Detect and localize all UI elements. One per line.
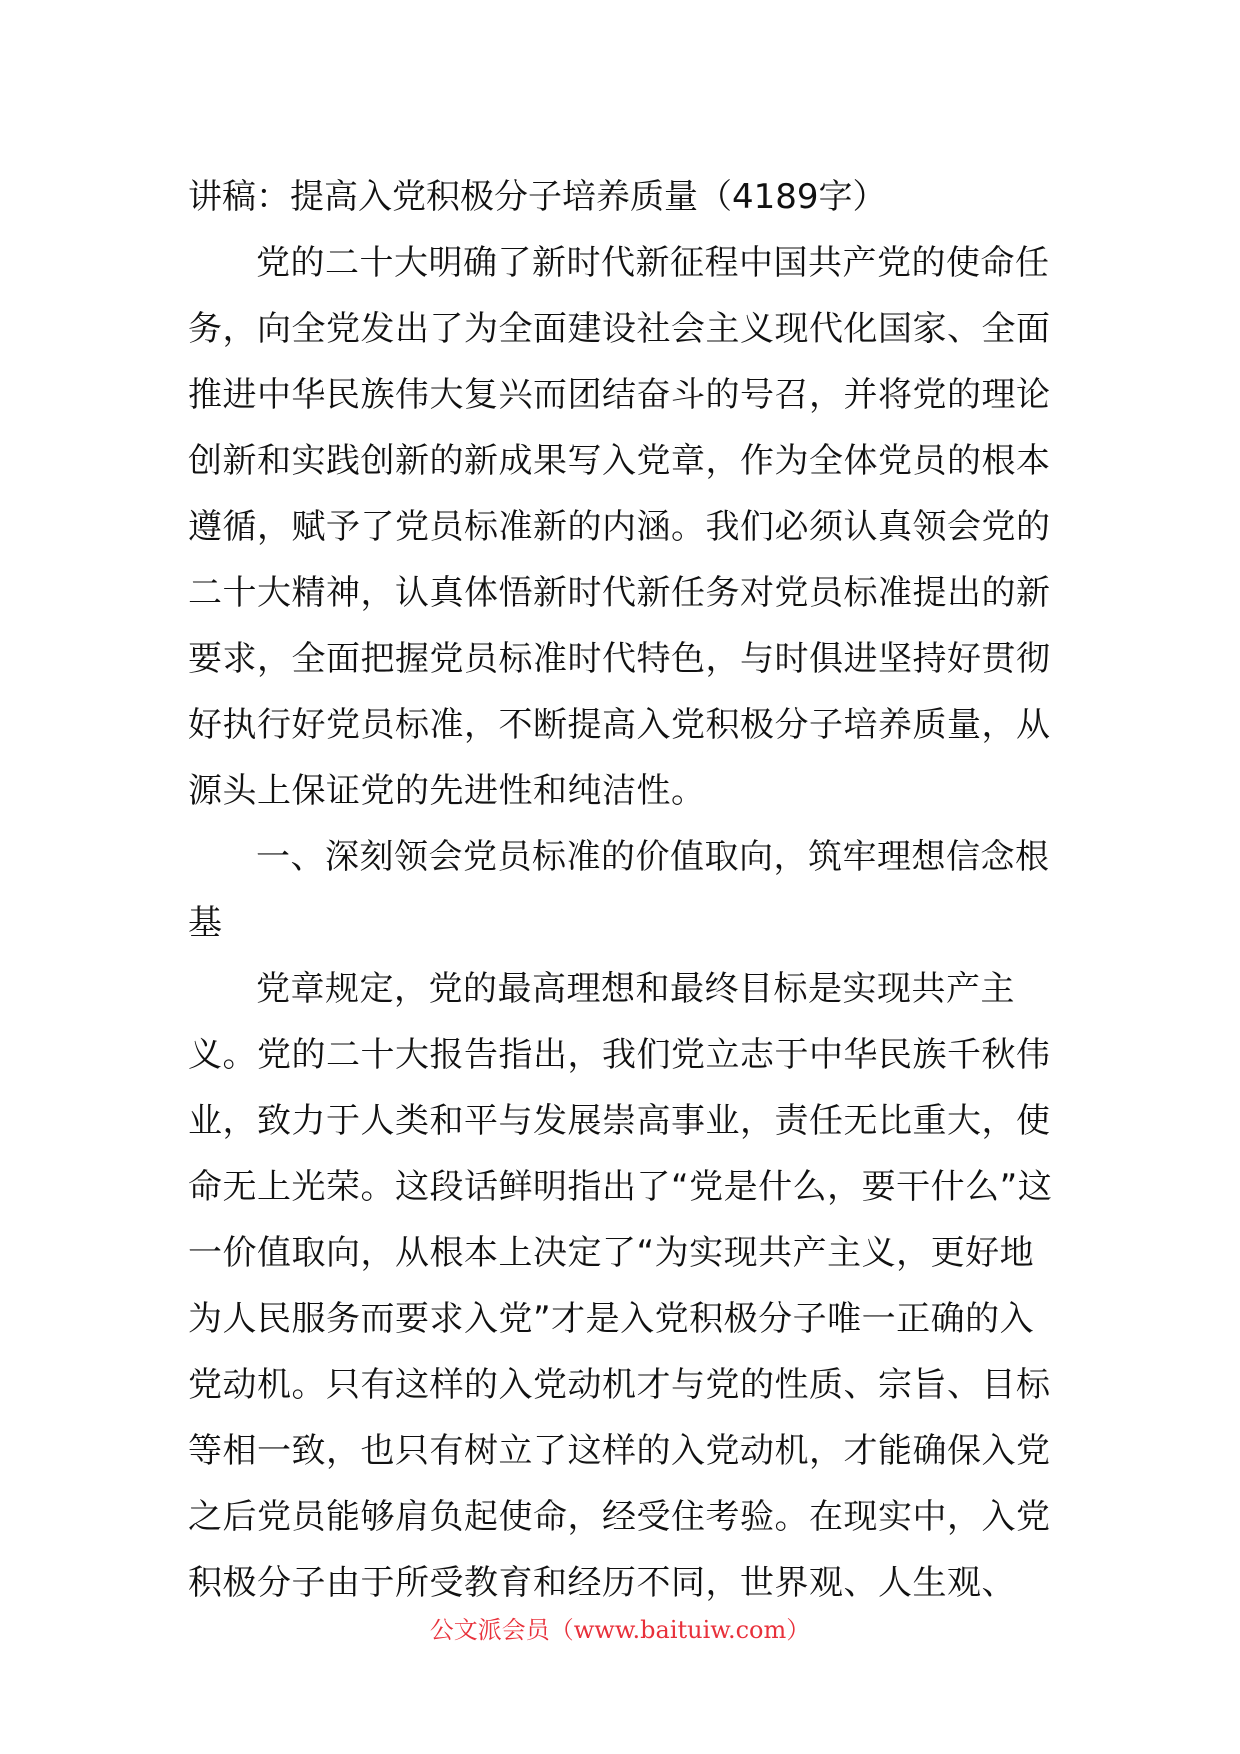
document-title: 讲稿：提高入党积极分子培养质量（4189字）	[188, 177, 887, 217]
intro-paragraph: 党的二十大明确了新时代新征程中国共产党的使命任务，向全党发出了为全面建设社会主义现代化国家、全面推进中华民族伟大复兴而团结奋斗的号召，并将党的理论创新和实践创新的新成果写入党章，作为全体党员的根本遵循，赋予了党员标准新的内涵。我们必须认真领会党的二十大精神，认真体悟新时代新任务对党员标准提出的新要求，全面把握党员标准时代特色，与时俱进坚持好贯彻好执行好党员标准，不断提高入党积极分子培养质量，从源头上保证党的先进性和纯洁性。	[188, 243, 1051, 811]
section-paragraph: 党章规定，党的最高理想和最终目标是实现共产主义。党的二十大报告指出，我们党立志于中华民族千秋伟业，致力于人类和平与发展崇高事业，责任无比重大，使命无上光荣。这段话鲜明指出了“党是什么，要干什么”这一价值取向，从根本上决定了“为实现共产主义，更好地为人民服务而要求入党”才是入党积极分子唯一正确的入党动机。只有这样的入党动机才与党的性质、宗旨、目标等相一致，也只有树立了这样的入党动机，才能确保入党之后党员能够肩负起使命，经受住考验。在现实中，入党积极分子由于所受教育和经历不同，世界观、人生观、	[188, 969, 1053, 1603]
document-body	[188, 164, 1060, 1616]
footer-watermark: 公文派会员（www.baituiw.com）	[429, 1616, 811, 1644]
section-heading: 一、深刻领会党员标准的价值取向，筑牢理想信念根基	[188, 837, 1050, 943]
